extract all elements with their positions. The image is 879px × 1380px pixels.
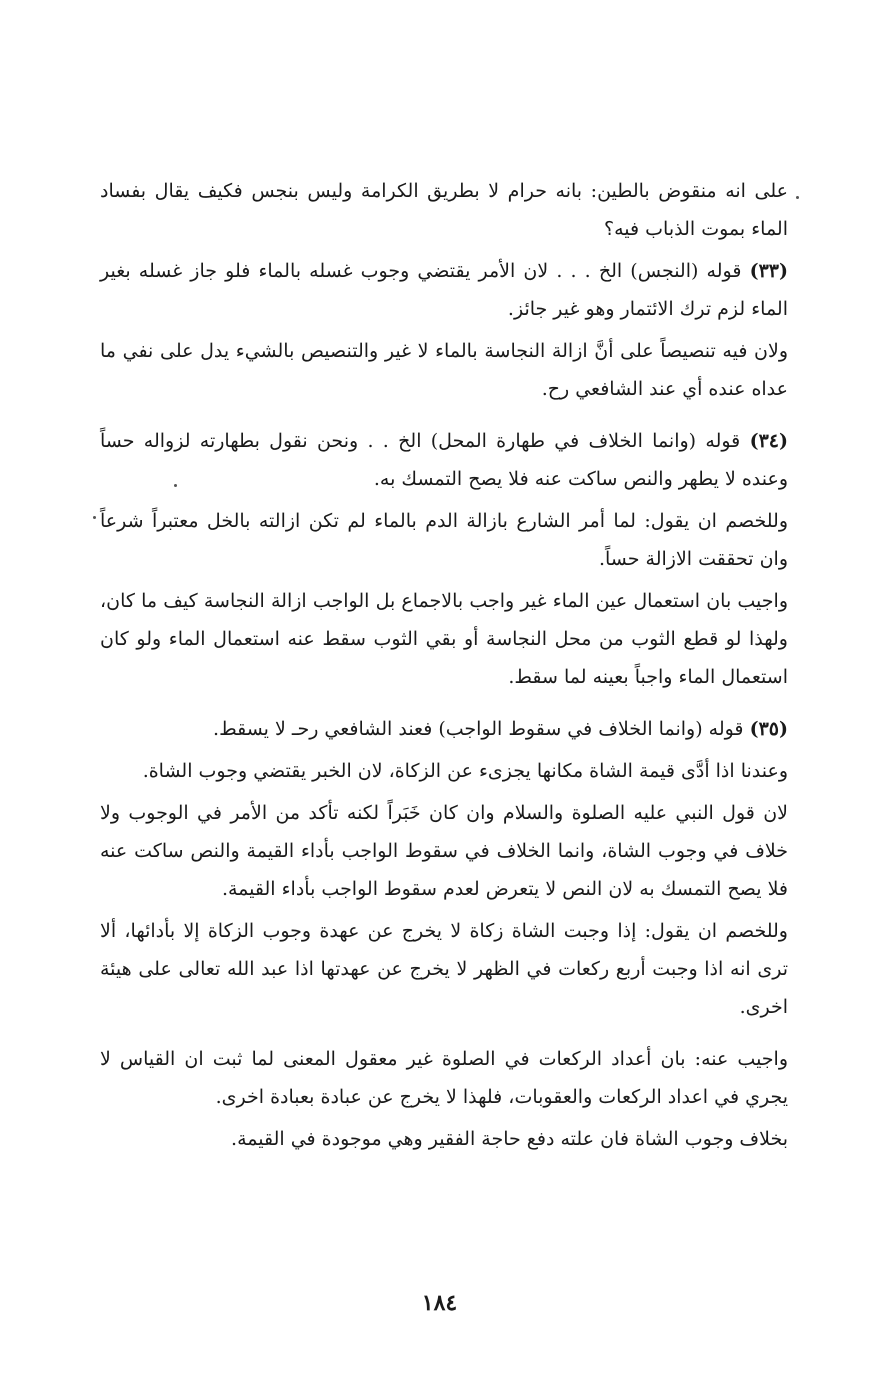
paragraph-text: وللخصم ان يقول: لما أمر الشارع بازالة الدم بالماء لم تكن ازالته بالخل معتبراً شرعاً وان تحققت الازالة حساً. xyxy=(100,510,788,570)
scan-speck xyxy=(93,516,96,519)
scan-speck xyxy=(174,484,177,487)
paragraph-text: وللخصم ان يقول: إذا وجبت الشاة زكاة لا يخرج عن عهدة وجوب الزكاة إلا بأدائها، ألا ترى انه اذا وجبت أربع ركعات في الظهر لا يخرج عن عهدتها اذا عبد الله تعالى على هيئة اخرى. xyxy=(100,920,788,1018)
paragraph-5 xyxy=(100,502,788,578)
paragraph-text: واجيب عنه: بان أعداد الركعات في الصلوة غير معقول المعنى لما ثبت ان القياس لا يجري في اعداد الركعات والعقوبات، فلهذا لا يخرج عن عبادة بعبادة اخرى. xyxy=(100,1048,788,1108)
paragraph-2 xyxy=(100,252,788,328)
paragraph-text: ولان فيه تنصيصاً على أنَّ ازالة النجاسة بالماء لا غير والتنصيص بالشيء يدل على نفي ما عداه عنده أي عند الشافعي رح. xyxy=(100,340,788,400)
paragraph-4 xyxy=(100,422,788,498)
paragraph-11 xyxy=(100,1040,788,1116)
note-number: (٣٣) xyxy=(749,260,788,282)
paragraph-text: على انه منقوض بالطين: بانه حرام لا بطريق الكرامة وليس بنجس فكيف يقال بفساد الماء بموت الذباب فيه؟ xyxy=(100,180,788,240)
paragraph-9 xyxy=(100,794,788,908)
paragraph-6 xyxy=(100,582,788,696)
paragraph-text: بخلاف وجوب الشاة فان علته دفع حاجة الفقير وهي موجودة في القيمة. xyxy=(231,1128,788,1150)
paragraph-text: قوله (وانما الخلاف في سقوط الواجب) فعند الشافعي رحـ لا يسقط. xyxy=(213,718,744,740)
body-text xyxy=(100,172,788,1162)
paragraph-text: وعندنا اذا أدَّى قيمة الشاة مكانها يجزىء عن الزكاة، لان الخبر يقتضي وجوب الشاة. xyxy=(142,760,788,782)
page-number: ١٨٤ xyxy=(421,1290,458,1316)
note-number: (٣٥) xyxy=(749,718,788,740)
paragraph-10 xyxy=(100,912,788,1026)
paragraph-7 xyxy=(100,710,788,748)
paragraph-text: قوله (النجس) الخ . . . لان الأمر يقتضي وجوب غسله بالماء فلو جاز غسله بغير الماء لزم ترك الائتمار وهو غير جائز. xyxy=(100,260,788,320)
paragraph-12 xyxy=(100,1120,788,1158)
scan-speck xyxy=(796,196,799,199)
paragraph-8 xyxy=(100,752,788,790)
paragraph-text: قوله (وانما الخلاف في طهارة المحل) الخ . . ونحن نقول بطهارته لزواله حساً وعنده لا يطهر والنص ساكت عنه فلا يصح التمسك به. xyxy=(100,430,788,490)
paragraph-text: واجيب بان استعمال عين الماء غير واجب بالاجماع بل الواجب ازالة النجاسة كيف ما كان، ولهذا لو قطع الثوب من محل النجاسة أو بقي الثوب سقط عنه استعمال الماء ولو كان استعمال الماء واجباً بعينه لما سقط. xyxy=(100,590,788,688)
note-number: (٣٤) xyxy=(749,430,788,452)
paragraph-1 xyxy=(100,172,788,248)
paragraph-text: لان قول النبي عليه الصلوة والسلام وان كان خَبَراً لكنه تأكد من الأمر في الوجوب ولا خلاف في وجوب الشاة، وانما الخلاف في سقوط الواجب بأداء القيمة والنص ساكت عنه فلا يصح التمسك به لان النص لا يتعرض لعدم سقوط الواجب بأداء القيمة. xyxy=(100,802,788,900)
paragraph-3 xyxy=(100,332,788,408)
